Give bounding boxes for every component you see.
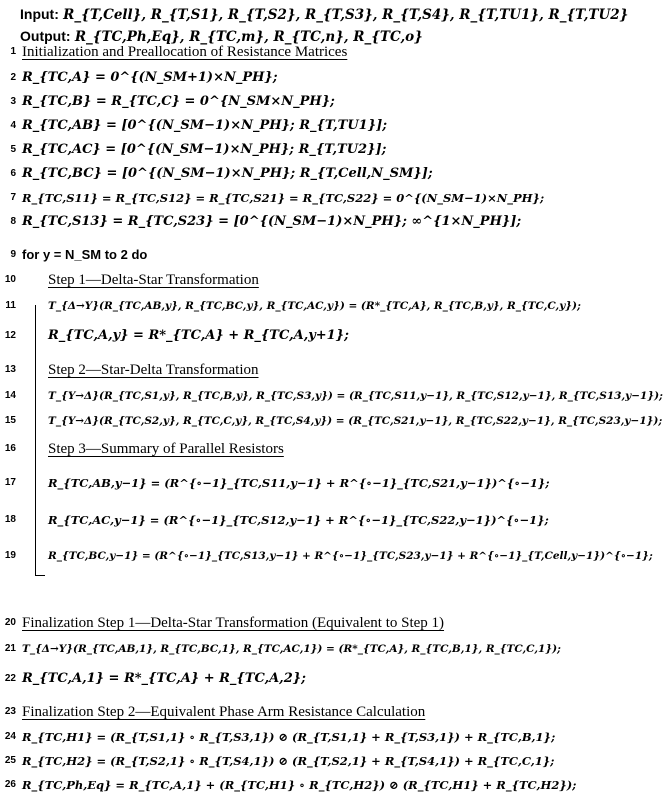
line-number: 6 xyxy=(10,168,16,179)
input-text: R_{T,Cell}, R_{T,S1}, R_{T,S2}, R_{T,S3}, R_{T,S4}, R_{T,TU1}, R_{T,TU2} xyxy=(63,7,629,23)
section-heading: Step 2—Star-Delta Transformation xyxy=(48,362,259,378)
line-number: 2 xyxy=(10,72,16,83)
equation: R_{TC,A,1} = R*_{TC,A} + R_{TC,A,2}; xyxy=(22,671,306,686)
output-text: R_{TC,Ph,Eq}, R_{TC,m}, R_{TC,n}, R_{TC,o} xyxy=(74,29,423,45)
output-label: Output: xyxy=(20,28,71,44)
line-number: 11 xyxy=(5,300,16,311)
equation: R_{TC,H1} = (R_{T,S1,1} ∘ R_{T,S3,1}) ⊘ (R_{T,S1,1} + R_{T,S3,1}) + R_{TC,B,1}; xyxy=(22,730,556,744)
line-number: 7 xyxy=(10,192,16,203)
line-number: 17 xyxy=(4,477,16,488)
line-number: 18 xyxy=(4,514,16,525)
equation: R_{TC,AC,y−1} = (R^{∘−1}_{TC,S12,y−1} + R^{∘−1}_{TC,S22,y−1})^{∘−1}; xyxy=(48,513,549,527)
line-number: 4 xyxy=(10,120,16,131)
line-number: 14 xyxy=(4,390,16,401)
equation: R_{TC,S13} = R_{TC,S23} = [0^{(N_SM−1)×N_PH}; ∞^{1×N_PH}]; xyxy=(22,214,522,229)
equation: R_{TC,A,y} = R*_{TC,A} + R_{TC,A,y+1}; xyxy=(48,328,349,343)
line-number: 21 xyxy=(4,643,16,654)
equation: T_{Δ→Y}(R_{TC,AB,y}, R_{TC,BC,y}, R_{TC,AC,y}) = (R*_{TC,A}, R_{TC,B,y}, R_{TC,C,y}); xyxy=(48,300,581,312)
equation: R_{TC,BC,y−1} = (R^{∘−1}_{TC,S13,y−1} + R^{∘−1}_{TC,S23,y−1} + R^{∘−1}_{T,Cell,y−1})^{∘−1}; xyxy=(48,550,653,562)
equation: R_{TC,BC} = [0^{(N_SM−1)×N_PH}; R_{T,Cell,N_SM}]; xyxy=(22,166,433,181)
loop-bracket-foot xyxy=(35,575,45,576)
line-number: 3 xyxy=(10,96,16,107)
line-number: 8 xyxy=(10,216,16,227)
section-heading: Step 1—Delta-Star Transformation xyxy=(48,272,259,288)
loop-statement: for y = N_SM to 2 do xyxy=(22,247,148,262)
equation: R_{TC,B} = R_{TC,C} = 0^{N_SM×N_PH}; xyxy=(22,94,335,109)
line-number: 20 xyxy=(4,617,16,628)
input-line xyxy=(20,6,628,23)
line-number: 13 xyxy=(4,364,16,375)
section-heading: Step 3—Summary of Parallel Resistors xyxy=(48,441,284,457)
equation: R_{TC,Ph,Eq} = R_{TC,A,1} + (R_{TC,H1} ∘ R_{TC,H2}) ⊘ (R_{TC,H1} + R_{TC,H2}); xyxy=(22,778,577,792)
input-label: Input: xyxy=(20,6,59,22)
line-number: 23 xyxy=(4,706,16,717)
line-number: 5 xyxy=(10,144,16,155)
equation: R_{TC,AB,y−1} = (R^{∘−1}_{TC,S11,y−1} + R^{∘−1}_{TC,S21,y−1})^{∘−1}; xyxy=(48,476,550,490)
line-number: 15 xyxy=(4,415,16,426)
section-heading: Finalization Step 2—Equivalent Phase Arm Resistance Calculation xyxy=(22,704,426,720)
line-number: 10 xyxy=(4,274,16,285)
equation: T_{Δ→Y}(R_{TC,AB,1}, R_{TC,BC,1}, R_{TC,AC,1}) = (R*_{TC,A}, R_{TC,B,1}, R_{TC,C,1}); xyxy=(22,643,561,655)
line-number: 16 xyxy=(4,443,16,454)
equation: R_{TC,H2} = (R_{T,S2,1} ∘ R_{T,S4,1}) ⊘ (R_{T,S2,1} + R_{T,S4,1}) + R_{TC,C,1}; xyxy=(22,754,555,768)
section-heading: Initialization and Preallocation of Resistance Matrices xyxy=(22,44,348,60)
equation: R_{TC,AC} = [0^{(N_SM−1)×N_PH}; R_{T,TU2}]; xyxy=(22,142,387,157)
line-number: 25 xyxy=(4,755,16,766)
line-number: 22 xyxy=(4,673,16,684)
equation: R_{TC,A} = 0^{(N_SM+1)×N_PH}; xyxy=(22,70,278,85)
line-number: 9 xyxy=(10,249,16,260)
line-number: 24 xyxy=(4,731,16,742)
equation: T_{Y→Δ}(R_{TC,S2,y}, R_{TC,C,y}, R_{TC,S4,y}) = (R_{TC,S21,y−1}, R_{TC,S22,y−1}, R_{TC,S23,y−1}); xyxy=(48,415,663,427)
line-number: 19 xyxy=(4,550,16,561)
loop-bracket-line xyxy=(35,305,36,575)
line-number: 1 xyxy=(10,46,16,57)
equation: T_{Y→Δ}(R_{TC,S1,y}, R_{TC,B,y}, R_{TC,S3,y}) = (R_{TC,S11,y−1}, R_{TC,S12,y−1}, R_{TC,S13,y−1}); xyxy=(48,390,663,402)
line-number: 26 xyxy=(4,779,16,790)
section-heading: Finalization Step 1—Delta-Star Transformation (Equivalent to Step 1) xyxy=(22,615,445,631)
equation: R_{TC,AB} = [0^{(N_SM−1)×N_PH}; R_{T,TU1}]; xyxy=(22,118,388,133)
line-number: 12 xyxy=(4,330,16,341)
equation: R_{TC,S11} = R_{TC,S12} = R_{TC,S21} = R_{TC,S22} = 0^{(N_SM−1)×N_PH}; xyxy=(22,191,545,205)
